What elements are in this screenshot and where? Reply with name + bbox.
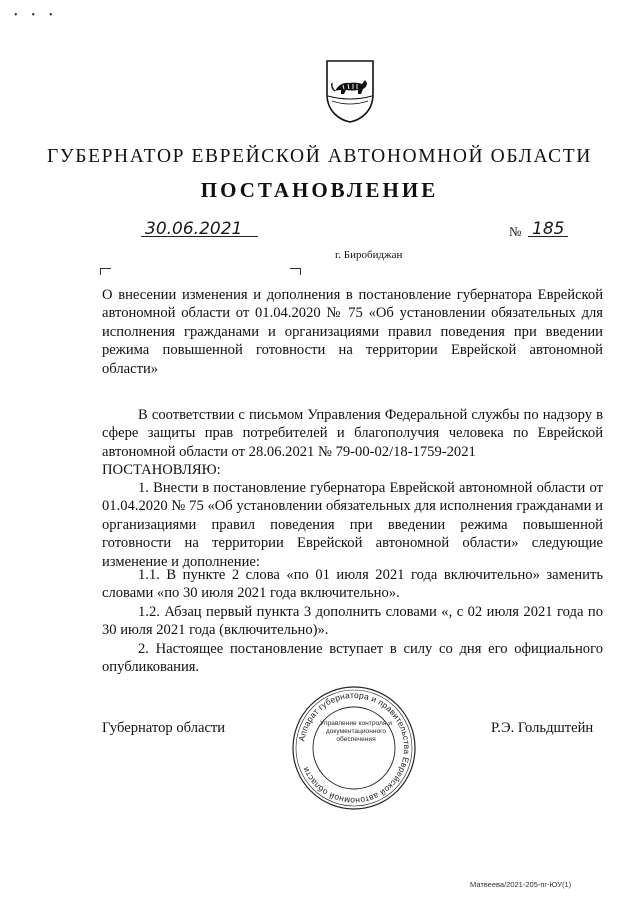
title-bracket-right	[290, 268, 301, 275]
organization-heading: ГУБЕРНАТОР ЕВРЕЙСКОЙ АВТОНОМНОЙ ОБЛАСТИ	[47, 146, 592, 167]
document-type-heading: ПОСТАНОВЛЕНИЕ	[200, 178, 439, 202]
item-1: 1. Внести в постановление губернатора Еврейской автономной области от 01.04.2020 № 75 «Об установлении обязательных для исполнения гражданами и организациями правил поведения при введении режима повышенной готовности на территории Еврейской автономной области» следующие изменение и дополнение:	[102, 480, 603, 570]
document-title: О внесении изменения и дополнения в постановление губернатора Еврейской автономной области от 01.04.2020 № 75 «Об установлении обязательных для исполнения гражданами и организациями правил поведения при введении режима повышенной готовности на территории Еврейской автономной области»	[102, 287, 603, 377]
number-label: №	[509, 224, 522, 239]
official-stamp-icon	[290, 684, 418, 812]
stamp-inner-text: Управление контроля и документационного обеспечения	[320, 720, 392, 744]
number-underline	[528, 236, 568, 237]
signatory-position: Губернатор области	[102, 720, 226, 736]
item-2: 2. Настоящее постановление вступает в силу со дня его официального опубликования.	[102, 641, 603, 676]
scan-marks: •••	[14, 10, 67, 21]
signatory-name: Р.Э. Гольдштейн	[491, 720, 594, 736]
preamble: В соответствии с письмом Управления Федеральной службы по надзору в сфере защиты прав потребителей и благополучия человека по Еврейской автономной области от 28.06.2021 № 79-00-02/18-1759-2021	[102, 407, 603, 460]
city-label: г. Биробиджан	[335, 249, 403, 261]
tiger-coat-of-arms-icon	[324, 58, 376, 124]
title-bracket-left	[100, 268, 111, 275]
document-date: 30.06.2021	[145, 219, 243, 239]
document-number: 185	[532, 219, 565, 239]
stamp-outer-text: Аппарат губернатора и правительства Еврейской автономной области	[296, 689, 413, 807]
resolves-heading: ПОСТАНОВЛЯЮ:	[102, 462, 221, 478]
executor-code: Матвеева/2021-205-пг-ЮУ(1)	[470, 880, 572, 889]
date-underline	[141, 236, 258, 237]
item-1-2: 1.2. Абзац первый пункта 3 дополнить словами «, с 02 июля 2021 года по 30 июля 2021 года (включительно)».	[102, 604, 603, 639]
item-1-1: 1.1. В пункте 2 слова «по 01 июля 2021 года включительно» заменить словами «по 30 июля 2021 года включительно».	[102, 567, 603, 602]
